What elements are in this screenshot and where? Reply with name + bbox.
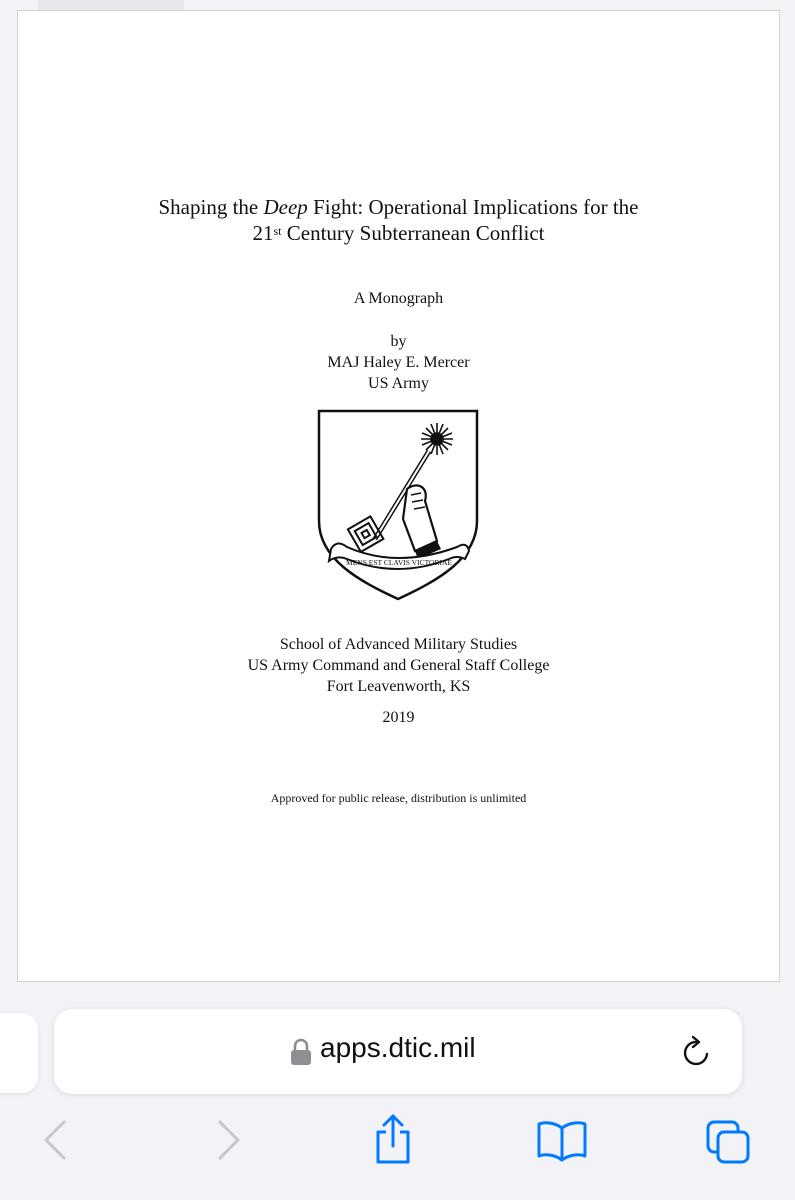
location: Fort Leavenworth, KS xyxy=(326,678,471,695)
college-name: US Army Command and General Staff College xyxy=(247,657,550,674)
url-text[interactable]: apps.dtic.mil xyxy=(320,1032,476,1063)
adjacent-tab-card[interactable] xyxy=(0,1013,38,1093)
pdf-page xyxy=(17,10,780,982)
sams-crest-image xyxy=(317,409,479,601)
publication-year: 2019 xyxy=(382,709,415,726)
author-service: US Army xyxy=(368,375,429,392)
document-type: A Monograph xyxy=(353,290,444,307)
forward-chevron-icon[interactable] xyxy=(216,1118,242,1162)
document-title: Shaping the Deep Fight: Operational Implications for the 21st Century Subterranean Conflict xyxy=(158,195,639,245)
crest-motto: MENS EST CLAVIS VICTORIAE xyxy=(346,558,452,567)
share-icon[interactable] xyxy=(372,1112,414,1166)
reload-icon[interactable] xyxy=(680,1036,714,1070)
back-chevron-icon[interactable] xyxy=(42,1118,68,1162)
release-statement: Approved for public release, distribution is unlimited xyxy=(270,791,527,805)
school-name: School of Advanced Military Studies xyxy=(279,636,518,653)
institution-block xyxy=(18,634,779,697)
book-icon[interactable] xyxy=(536,1120,588,1162)
by-label: by xyxy=(390,333,407,350)
lock-icon xyxy=(290,1038,312,1066)
tabs-icon[interactable] xyxy=(704,1118,752,1166)
author-name: MAJ Haley E. Mercer xyxy=(327,354,470,371)
author-block xyxy=(18,331,779,394)
